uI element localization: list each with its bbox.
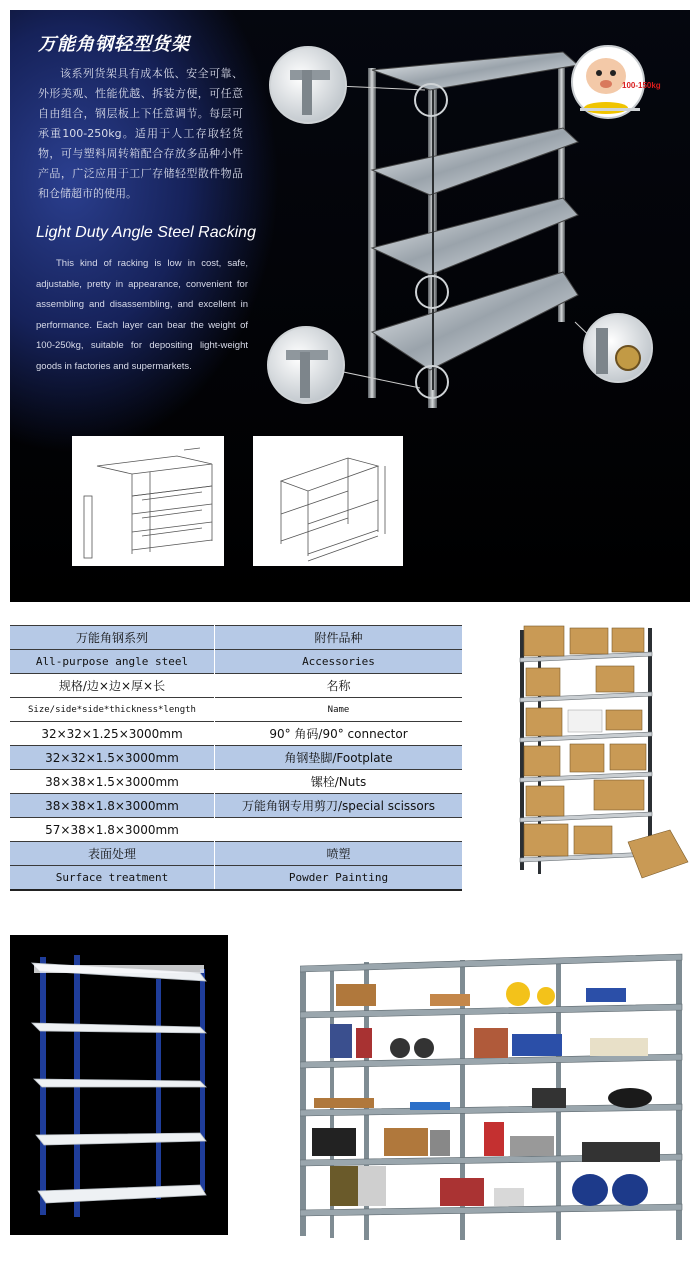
table-row-size: 32×32×1.25×3000mm	[10, 722, 215, 746]
box-rack-photo	[510, 620, 692, 882]
hero-panel	[10, 10, 690, 602]
table-row-size: 38×38×1.5×3000mm	[10, 770, 215, 794]
load-badge-text: 100-150kg	[622, 81, 661, 90]
surface-value-en: Powder Painting	[215, 866, 463, 891]
en-description: This kind of racking is low in cost, safe, adjustable, pretty in appearance, convenient for assembling and disassembling, and excellent in performance. Each layer can bear the weight of 100-250kg, suitable for depositing light-weight goods in factories and supermarkets.	[36, 258, 248, 372]
silver-rack-image	[368, 52, 578, 408]
table-row-name: 角钢垫脚/Footplate	[215, 746, 463, 770]
gray-rack-photo	[300, 952, 686, 1252]
zh-title: 万能角钢轻型货架	[38, 34, 190, 55]
en-title: Light Duty Angle Steel Racking	[36, 224, 256, 241]
header-accessories-en: Accessories	[215, 650, 463, 674]
name-label-en: Name	[215, 698, 463, 722]
blue-rack-photo	[10, 935, 228, 1235]
zh-description: 该系列货架具有成本低、安全可靠、外形美观、性能优越、拆装方便，可任意自由组合，钢层板上下任意调节。每层可承重100-250kg。适用于人工存取轻货物，可与塑料周转箱配合存放多品种小件产品，广泛应用于工厂存储轻型散件物品和仓储超市的使用。	[38, 67, 243, 200]
table-row-name: 万能角钢专用剪刀/special scissors	[215, 794, 463, 818]
surface-value-zh: 喷塑	[215, 842, 463, 866]
header-series-zh: 万能角钢系列	[10, 626, 215, 650]
size-label-zh: 规格/边×边×厚×长	[10, 674, 215, 698]
size-label-en: Size/side*side*thickness*length	[10, 698, 215, 722]
surface-label-en: Surface treatment	[10, 866, 215, 891]
table-row-size: 32×32×1.5×3000mm	[10, 746, 215, 770]
table-row-name: 90° 角码/90° connector	[215, 722, 463, 746]
header-series-en: All-purpose angle steel	[10, 650, 215, 674]
connector-detail	[575, 314, 652, 382]
header-accessories-zh: 附件品种	[215, 626, 463, 650]
assembly-drawing-1	[72, 436, 224, 566]
table-row-name: 镙栓/Nuts	[215, 770, 463, 794]
assembly-drawing-2	[253, 436, 403, 566]
spec-table	[10, 625, 462, 891]
table-row-size: 38×38×1.8×3000mm	[10, 794, 215, 818]
surface-label-zh: 表面处理	[10, 842, 215, 866]
name-label-zh: 名称	[215, 674, 463, 698]
table-row-name	[215, 818, 463, 842]
table-row-size: 57×38×1.8×3000mm	[10, 818, 215, 842]
